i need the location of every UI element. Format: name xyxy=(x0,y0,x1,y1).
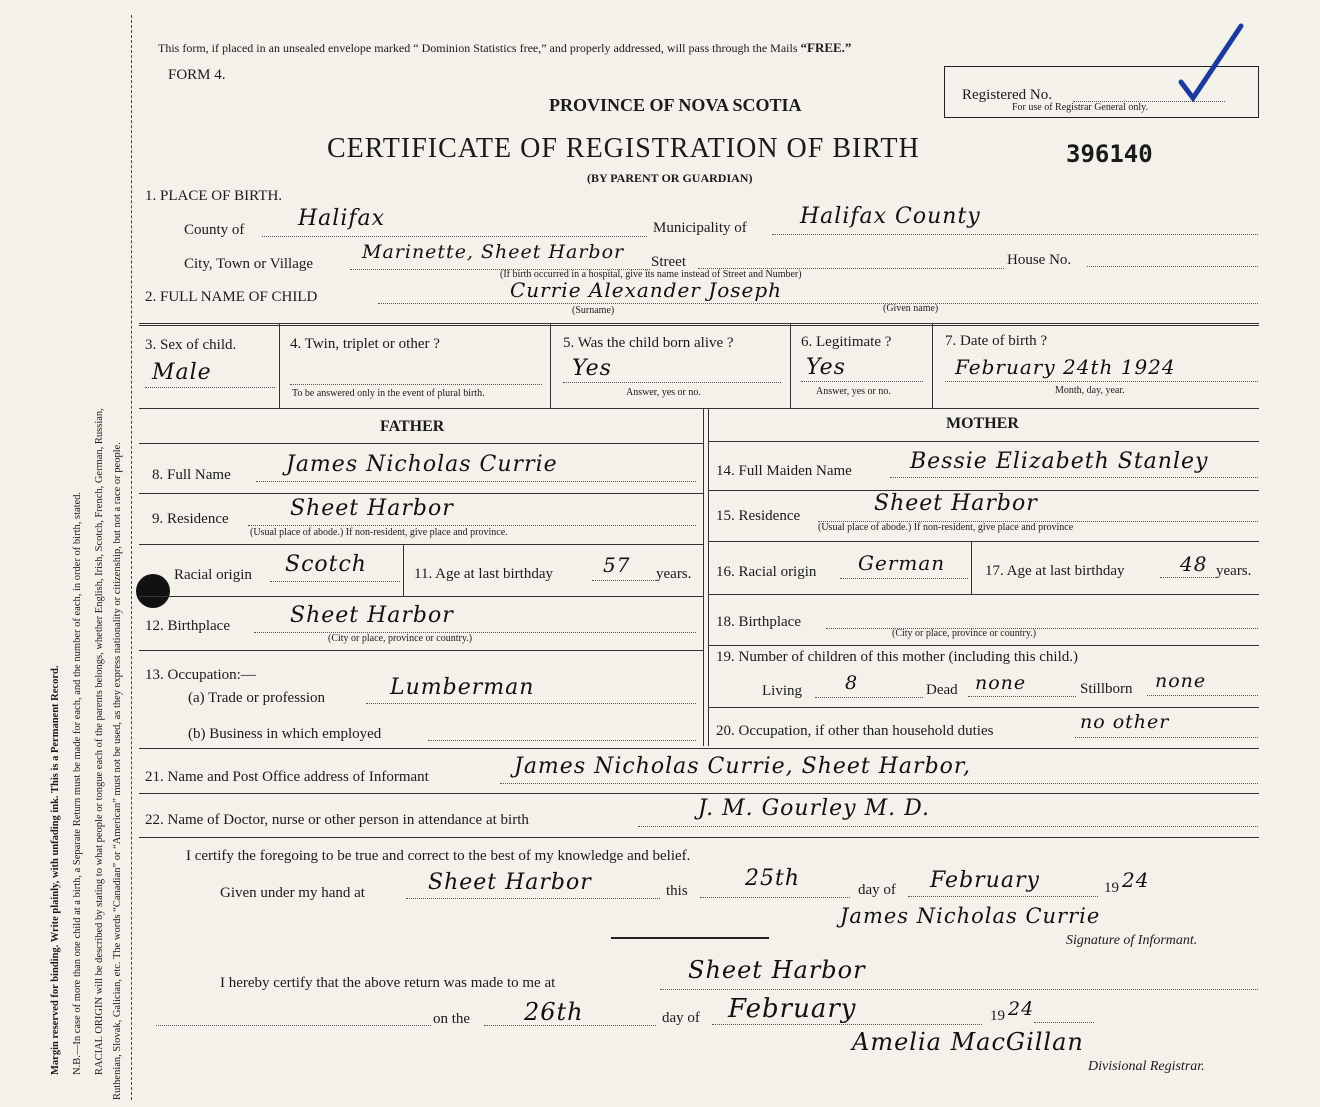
stillborn-value: none xyxy=(1155,670,1207,692)
registrar-place-value: Sheet Harbor xyxy=(688,956,866,984)
given-month-value: February xyxy=(930,868,1040,893)
living-label: Living xyxy=(762,683,802,699)
certify-statement: I certify the foregoing to be true and correct to the best of my knowledge and belief. xyxy=(186,848,691,864)
mother-occupation-value: no other xyxy=(1080,711,1170,733)
twin-note: To be answered only in the event of plural birth. xyxy=(292,388,485,399)
mother-children-label: 19. Number of children of this mother (including this child.) xyxy=(716,649,1079,665)
father-residence-value: Sheet Harbor xyxy=(290,496,454,521)
registrar-day-value: 26th xyxy=(524,998,584,1026)
father-age-label: 11. Age at last birthday xyxy=(414,566,553,582)
legitimate-value: Yes xyxy=(806,355,846,380)
registrar-signature-label: Divisional Registrar. xyxy=(1088,1059,1205,1074)
alive-value: Yes xyxy=(572,356,612,381)
county-label: County of xyxy=(184,222,245,238)
registrar-signature: Amelia MacGillan xyxy=(852,1028,1084,1056)
surname-note: (Surname) xyxy=(572,305,615,316)
margin-nb-note: N.B.—In case of more than one child at a birth, a Separate Return must be made for each, and the number of each, in order of birth, stated. xyxy=(72,491,83,1075)
informant-value: James Nicholas Currie, Sheet Harbor, xyxy=(514,754,971,779)
alive-note: Answer, yes or no. xyxy=(626,387,701,398)
dead-value: none xyxy=(975,672,1027,694)
on-the-label: on the xyxy=(433,1011,471,1027)
given-year-value: 24 xyxy=(1122,868,1150,892)
father-age-unit: years. xyxy=(656,566,692,582)
given-note: (Given name) xyxy=(883,303,939,314)
hospital-note: (If birth occurred in a hospital, give its name instead of Street and Number) xyxy=(500,269,802,280)
stamp-number: 396140 xyxy=(1066,140,1153,168)
margin-racial-note: RACIAL ORIGIN will be described by stating to what people or tongue each of the parents belongs, whether English, Irish, Scotch, French, German, Russian, xyxy=(94,408,105,1075)
province-heading: PROVINCE OF NOVA SCOTIA xyxy=(549,95,802,115)
legitimate-label: 6. Legitimate ? xyxy=(801,334,892,350)
registered-note: For use of Registrar General only. xyxy=(1012,102,1148,113)
father-name-value: James Nicholas Currie xyxy=(286,452,558,477)
checkmark-icon xyxy=(1175,20,1245,110)
father-occupation-label: 13. Occupation:— xyxy=(145,667,256,683)
registrar-statement: I hereby certify that the above return was made to me at xyxy=(220,975,556,991)
registrar-year-prefix: 19 xyxy=(990,1008,1005,1024)
father-birthplace-label: 12. Birthplace xyxy=(145,618,230,634)
father-birthplace-value: Sheet Harbor xyxy=(290,603,454,628)
father-residence-label: 9. Residence xyxy=(152,511,229,527)
given-label: Given under my hand at xyxy=(220,885,365,901)
municipality-value: Halifax County xyxy=(800,204,981,229)
informant-label: 21. Name and Post Office address of Informant xyxy=(145,769,429,785)
mother-heading: MOTHER xyxy=(946,415,1019,432)
father-birthplace-note: (City or place, province or country.) xyxy=(328,633,473,644)
living-value: 8 xyxy=(845,672,859,694)
form-number: FORM 4. xyxy=(168,67,226,83)
mother-name-value: Bessie Elizabeth Stanley xyxy=(910,449,1209,474)
given-year-prefix: 19 xyxy=(1104,880,1119,896)
county-value: Halifax xyxy=(298,206,386,231)
father-trade-label: (a) Trade or profession xyxy=(188,690,326,706)
this-label: this xyxy=(666,883,688,899)
father-residence-note: (Usual place of abode.) If non-resident, give place and province. xyxy=(250,527,508,538)
informant-signature: James Nicholas Currie xyxy=(840,904,1101,928)
father-trade-value: Lumberman xyxy=(390,675,535,700)
father-racial-label: Racial origin xyxy=(174,567,252,583)
doctor-value: J. M. Gourley M. D. xyxy=(698,796,930,821)
sex-label: 3. Sex of child. xyxy=(145,337,237,353)
father-name-label: 8. Full Name xyxy=(152,467,231,483)
street-label: Street xyxy=(651,254,686,270)
doctor-label: 22. Name of Doctor, nurse or other person in attendance at birth xyxy=(145,812,529,828)
city-value: Marinette, Sheet Harbor xyxy=(362,241,625,263)
margin-racial-note-2: Ruthenian, Slovak, Galician, etc. The words “Canadian” or “American” must not be used, as they express nationality or citizenship, but not a race or people. xyxy=(112,442,123,1100)
certificate-title: CERTIFICATE OF REGISTRATION OF BIRTH xyxy=(327,133,920,164)
stillborn-label: Stillborn xyxy=(1080,681,1133,697)
mother-residence-value: Sheet Harbor xyxy=(874,491,1038,516)
mother-age-label: 17. Age at last birthday xyxy=(985,563,1125,579)
twin-label: 4. Twin, triplet or other ? xyxy=(290,336,440,352)
margin-binding-note: Margin reserved for binding. Write plainly, with unfading ink. This is a Permanent Record. xyxy=(50,665,61,1075)
mother-racial-value: German xyxy=(858,551,946,575)
place-of-birth-heading: 1. PLACE OF BIRTH. xyxy=(145,188,283,204)
father-business-label: (b) Business in which employed xyxy=(188,726,382,742)
municipality-label: Municipality of xyxy=(653,220,747,236)
given-day-of-label: day of xyxy=(858,882,896,898)
father-racial-value: Scotch xyxy=(285,552,367,577)
dob-note: Month, day, year. xyxy=(1055,385,1125,396)
city-label: City, Town or Village xyxy=(184,256,314,272)
child-name-label: 2. FULL NAME OF CHILD xyxy=(145,289,318,305)
mother-occupation-label: 20. Occupation, if other than household duties xyxy=(716,723,994,739)
mother-racial-label: 16. Racial origin xyxy=(716,564,817,580)
mother-residence-note: (Usual place of abode.) If non-resident, give place and province xyxy=(818,522,1074,533)
mother-residence-label: 15. Residence xyxy=(716,508,801,524)
given-place-value: Sheet Harbor xyxy=(428,870,592,895)
child-name-value: Currie Alexander Joseph xyxy=(510,278,783,302)
alive-label: 5. Was the child born alive ? xyxy=(563,335,734,351)
certificate-subtitle: (BY PARENT OR GUARDIAN) xyxy=(587,171,753,185)
registrar-day-of-label: day of xyxy=(662,1010,700,1026)
mother-birthplace-note: (City or place, province or country.) xyxy=(892,628,1037,639)
father-age-value: 57 xyxy=(603,553,631,577)
mother-birthplace-label: 18. Birthplace xyxy=(716,614,801,630)
postal-note: This form, if placed in an unsealed envelope marked “ Dominion Statistics free,” and properly addressed, will pass through the Mails “FREE.” xyxy=(158,40,852,55)
mother-age-unit: years. xyxy=(1216,563,1252,579)
house-label: House No. xyxy=(1007,252,1072,268)
registrar-year-value: 24 xyxy=(1008,998,1035,1020)
registered-label: Registered No. xyxy=(962,87,1052,103)
dob-value: February 24th 1924 xyxy=(955,355,1176,379)
ink-blot xyxy=(136,574,170,608)
father-heading: FATHER xyxy=(380,418,445,435)
legitimate-note: Answer, yes or no. xyxy=(816,386,891,397)
dob-label: 7. Date of birth ? xyxy=(945,333,1048,349)
sex-value: Male xyxy=(152,360,212,385)
dead-label: Dead xyxy=(926,682,958,698)
registrar-month-value: February xyxy=(728,994,857,1024)
given-day-value: 25th xyxy=(745,866,801,891)
mother-name-label: 14. Full Maiden Name xyxy=(716,463,852,479)
informant-signature-label: Signature of Informant. xyxy=(1066,933,1198,948)
mother-age-value: 48 xyxy=(1180,552,1208,576)
